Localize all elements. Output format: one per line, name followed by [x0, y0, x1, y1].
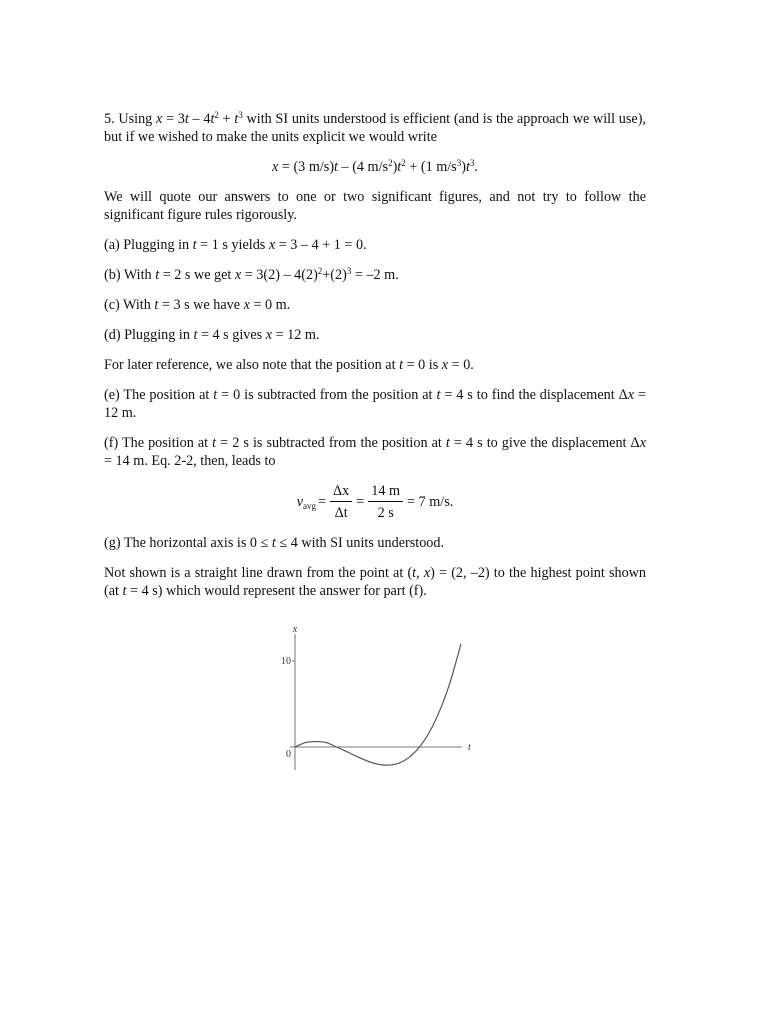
- part-d: (d) Plugging in t = 4 s gives x = 12 m.: [104, 327, 320, 343]
- part-b: (b) With t = 2 s we get $x = 3(2) - 4(2)^2+(2)^3 = -2$ m.: [104, 266, 399, 283]
- delta-fraction: $\frac{\Delta x}{\Delta t}$: [330, 482, 352, 522]
- part-c: (c) With t = 3 s we have x = 0 m.: [104, 297, 291, 313]
- average-velocity-equation: $v_{avg}$ = $\frac{\Delta x}{\Delta t}$ = $\frac{14 m}{2 s}$ = 7 m/s.: [296, 483, 454, 521]
- part-f: (f) The position at t = 2 s is subtracted from the position at t = 4 s to give the displacement Δx = 14 m. Eq. 2-2, then, leads to: [104, 435, 646, 469]
- t-axis-label: t: [468, 742, 471, 753]
- x-axis-label: x: [292, 624, 298, 635]
- intro-paragraph: 5. Using $x = 3t - 4t^2 + t^3$ with SI units understood is efficient (and is the approach we will use), but if we wished to make the units explicit we would write: [104, 110, 646, 145]
- sig-fig-note: We will quote our answers to one or two significant figures, and not try to follow the significant figure rules rigorously.: [104, 189, 646, 223]
- y-tick-label: 0: [286, 749, 291, 760]
- value-fraction: $\frac{14 m}{2 s}$: [368, 482, 403, 522]
- part-a: (a) Plugging in t = 1 s yields x = 3 – 4 + 1 = 0.: [104, 237, 367, 253]
- part-e: (e) The position at t = 0 is subtracted from the position at t = 4 s to find the displacement Δx = 12 m.: [104, 387, 646, 421]
- position-time-graph: [278, 620, 478, 780]
- y-tick-label: 10: [281, 656, 291, 667]
- solution-text: [104, 110, 646, 612]
- later-reference: For later reference, we also note that the position at t = 0 is x = 0.: [104, 357, 474, 373]
- not-shown-note: Not shown is a straight line drawn from the point at (t, x) = (2, –2) to the highest point shown (at t = 4 s) which would represent the answer for part (f).: [104, 565, 646, 599]
- explicit-units-equation: x = (3 m/s)t – (4 $m/s^2)t^2 + (1$ $m/s^3)t^3$.: [272, 158, 478, 175]
- position-time-plot: [278, 620, 478, 780]
- part-g: (g) The horizontal axis is 0 ≤ t ≤ 4 with SI units understood.: [104, 535, 445, 551]
